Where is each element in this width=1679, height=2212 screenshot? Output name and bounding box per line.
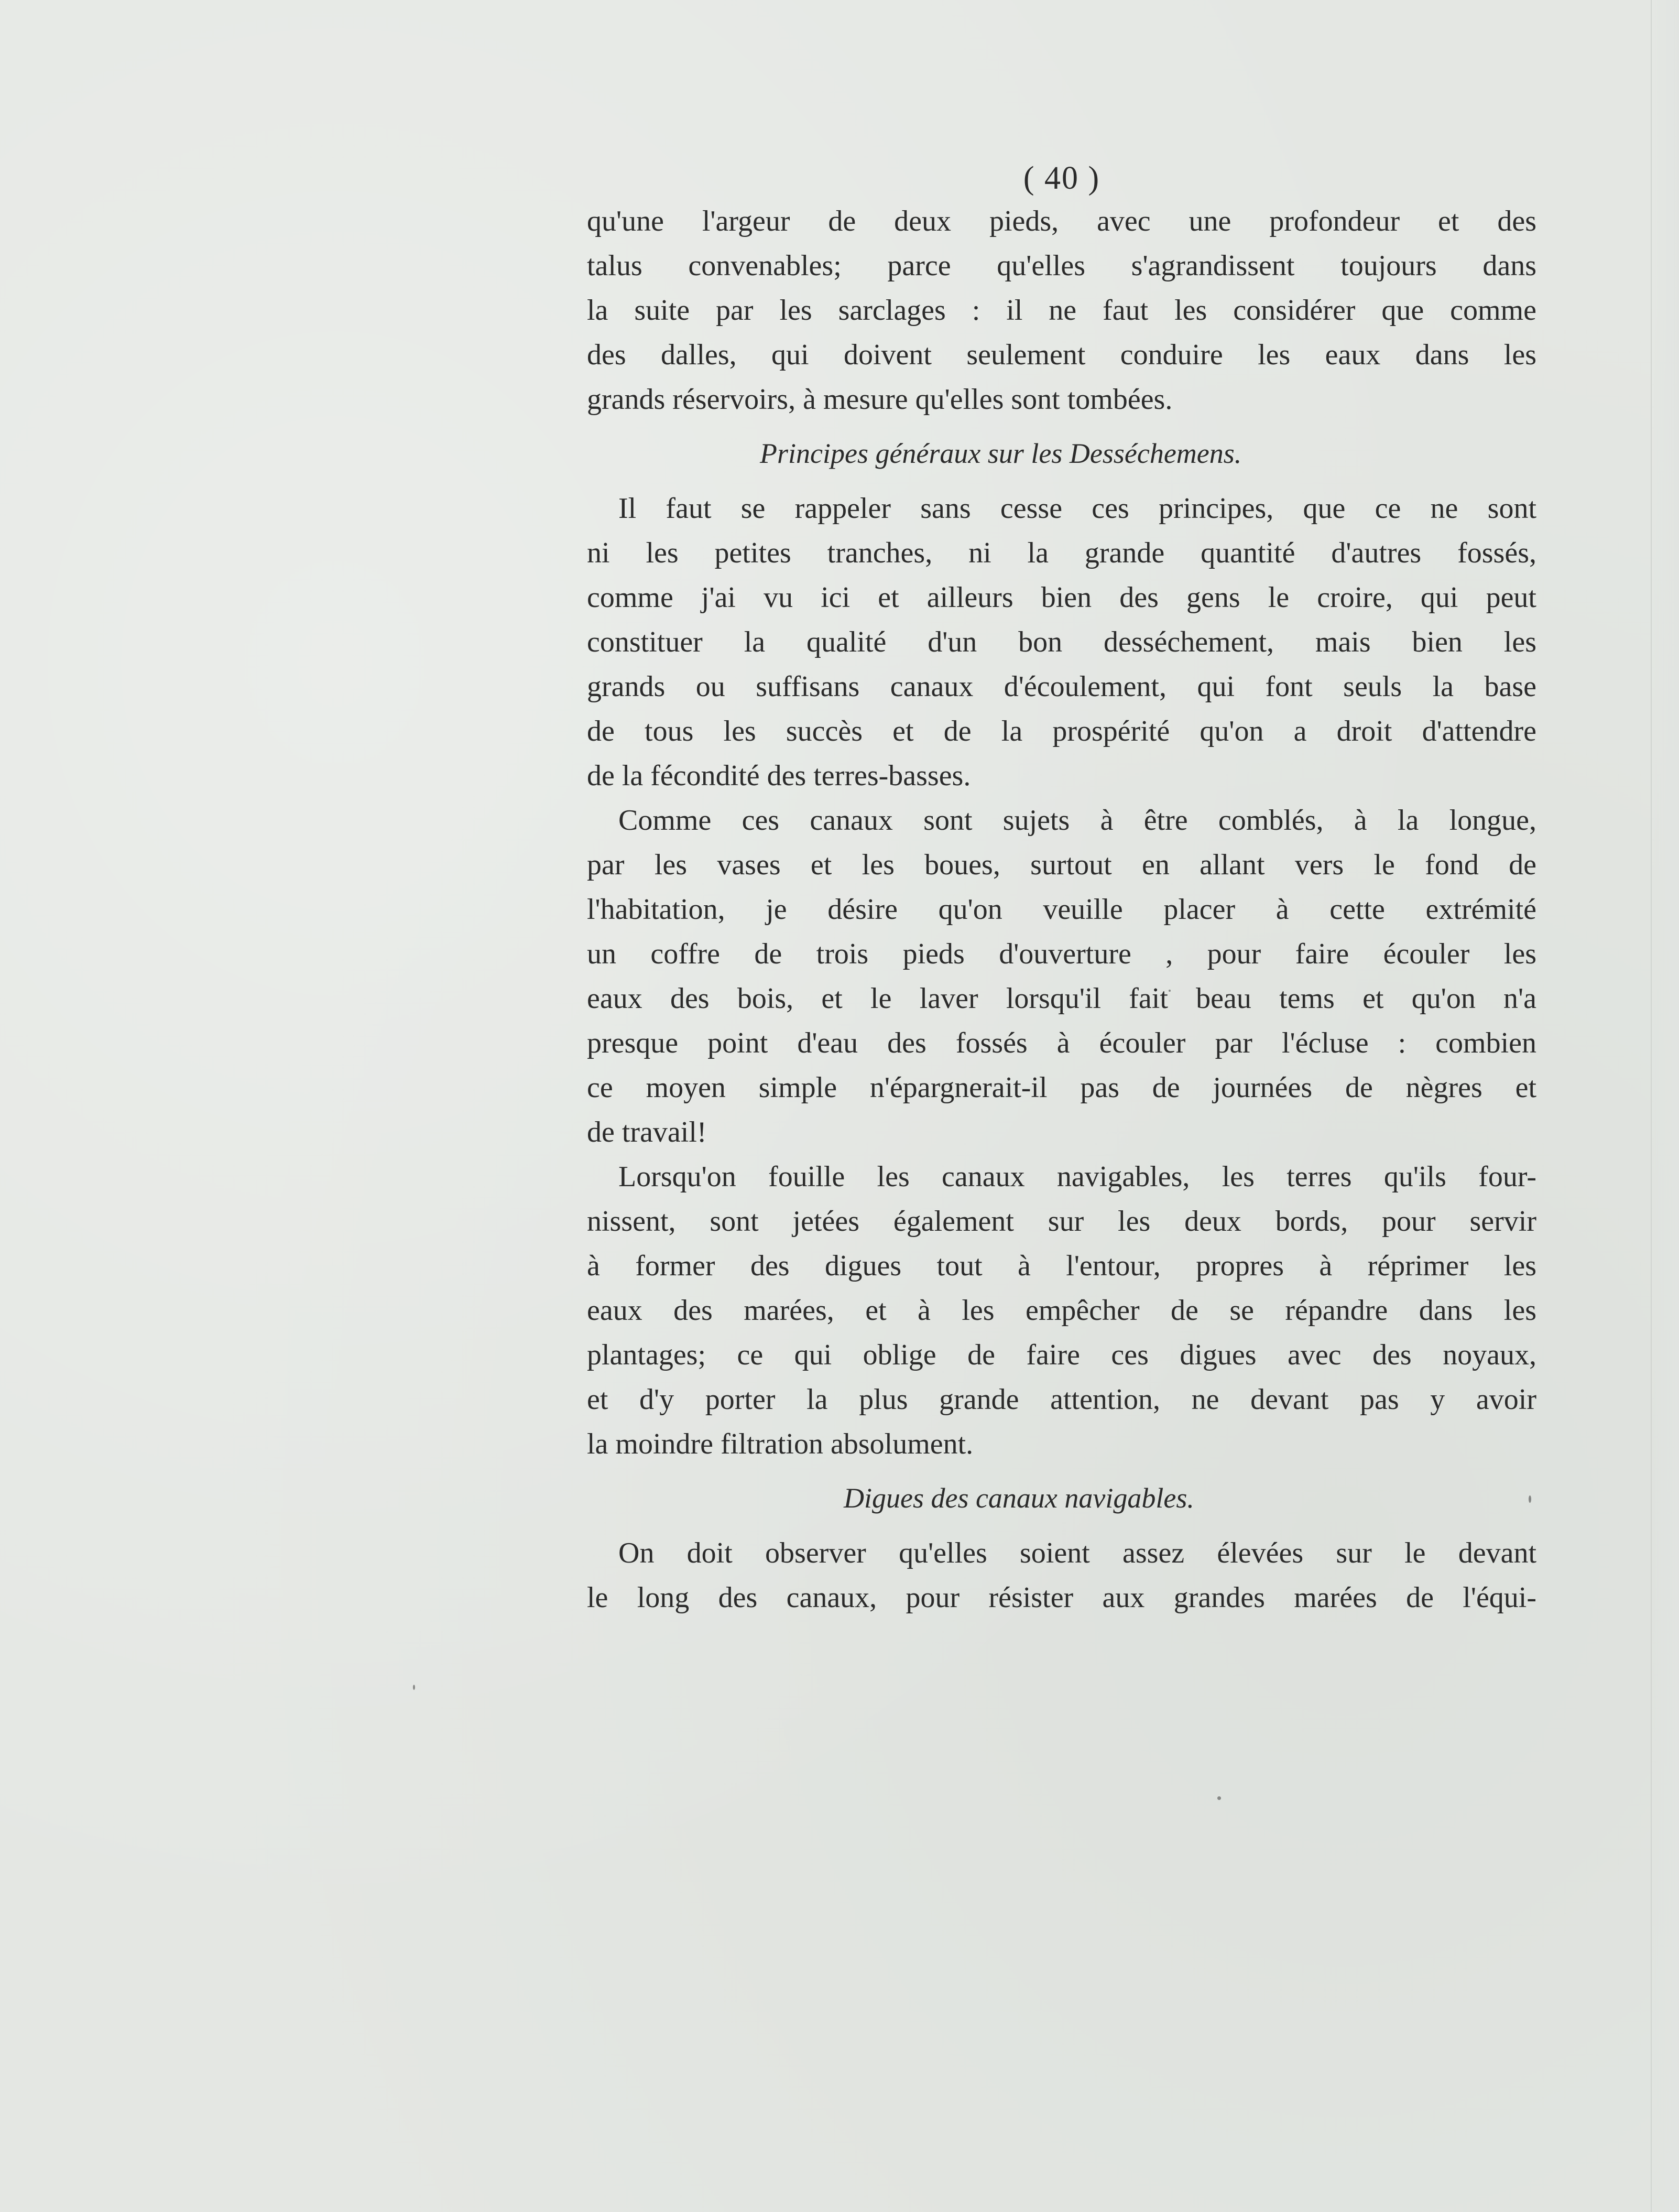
- text-line: de travail!: [587, 1116, 707, 1148]
- paragraph: [587, 486, 1536, 798]
- text-line: On doit observer qu'elles soient assez élevées sur le devant: [618, 1537, 1536, 1569]
- text-line: et d'y porter la plus grande attention, ne devant pas y avoir: [587, 1383, 1536, 1416]
- text-line: ce moyen simple n'épargnerait-il pas de journées de nègres et: [587, 1071, 1536, 1104]
- text-line: le long des canaux, pour résister aux grandes marées de l'équi-: [587, 1581, 1536, 1614]
- section-heading: Digues des canaux navigables.: [844, 1482, 1194, 1514]
- text-line: de la fécondité des terres-basses.: [587, 760, 971, 792]
- text-line: par les vases et les boues, surtout en allant vers le fond de: [587, 849, 1536, 881]
- text-line: ni les petites tranches, ni la grande quantité d'autres fossés,: [587, 537, 1536, 569]
- text-line: des dalles, qui doivent seulement conduire les eaux dans les: [587, 339, 1536, 371]
- text-line: grands réservoirs, à mesure qu'elles sont tombées.: [587, 383, 1173, 416]
- text-line: eaux des bois, et le laver lorsqu'il fait beau tems et qu'on n'a: [587, 982, 1536, 1015]
- text-line: presque point d'eau des fossés à écouler par l'écluse : combien: [587, 1027, 1536, 1059]
- paper-speck: [413, 1685, 415, 1690]
- text-line: Comme ces canaux sont sujets à être comblés, à la longue,: [618, 804, 1536, 837]
- section-heading: Principes généraux sur les Desséchemens.: [760, 438, 1242, 469]
- text-line: eaux des marées, et à les empêcher de se répandre dans les: [587, 1294, 1536, 1327]
- text-line: l'habitation, je désire qu'on veuille placer à cette extrémité: [587, 893, 1536, 926]
- text-line: Lorsqu'on fouille les canaux navigables, les terres qu'ils four-: [618, 1161, 1536, 1193]
- text-line: qu'une l'argeur de deux pieds, avec une profondeur et des: [587, 205, 1536, 237]
- paragraph: [587, 199, 1536, 422]
- text-line: comme j'ai vu ici et ailleurs bien des gens le croire, qui peut: [587, 581, 1536, 614]
- text-line: à former des digues tout à l'entour, propres à réprimer les: [587, 1250, 1536, 1282]
- page-number: ( 40 ): [1023, 160, 1100, 196]
- paragraph: [587, 798, 1536, 1155]
- text-line: plantages; ce qui oblige de faire ces digues avec des noyaux,: [587, 1339, 1536, 1371]
- text-line: Il faut se rappeler sans cesse ces principes, que ce ne sont: [618, 492, 1536, 525]
- text-line: un coffre de trois pieds d'ouverture , pour faire écouler les: [587, 938, 1536, 970]
- text-line: constituer la qualité d'un bon desséchement, mais bien les: [587, 626, 1536, 658]
- text-line: talus convenables; parce qu'elles s'agrandissent toujours dans: [587, 250, 1536, 282]
- text-line: nissent, sont jetées également sur les deux bords, pour servir: [587, 1205, 1536, 1238]
- page-text: [587, 157, 1536, 1620]
- paragraph: [587, 1531, 1536, 1620]
- paper-speck: [1217, 1796, 1221, 1800]
- text-line: la suite par les sarclages : il ne faut les considérer que comme: [587, 294, 1536, 327]
- text-line: de tous les succès et de la prospérité qu'on a droit d'attendre: [587, 715, 1536, 747]
- text-line: grands ou suffisans canaux d'écoulement, qui font seuls la base: [587, 670, 1536, 703]
- text-line: la moindre filtration absolument.: [587, 1428, 974, 1460]
- paragraph: [587, 1155, 1536, 1467]
- page-edge-shadow: [1651, 0, 1679, 2212]
